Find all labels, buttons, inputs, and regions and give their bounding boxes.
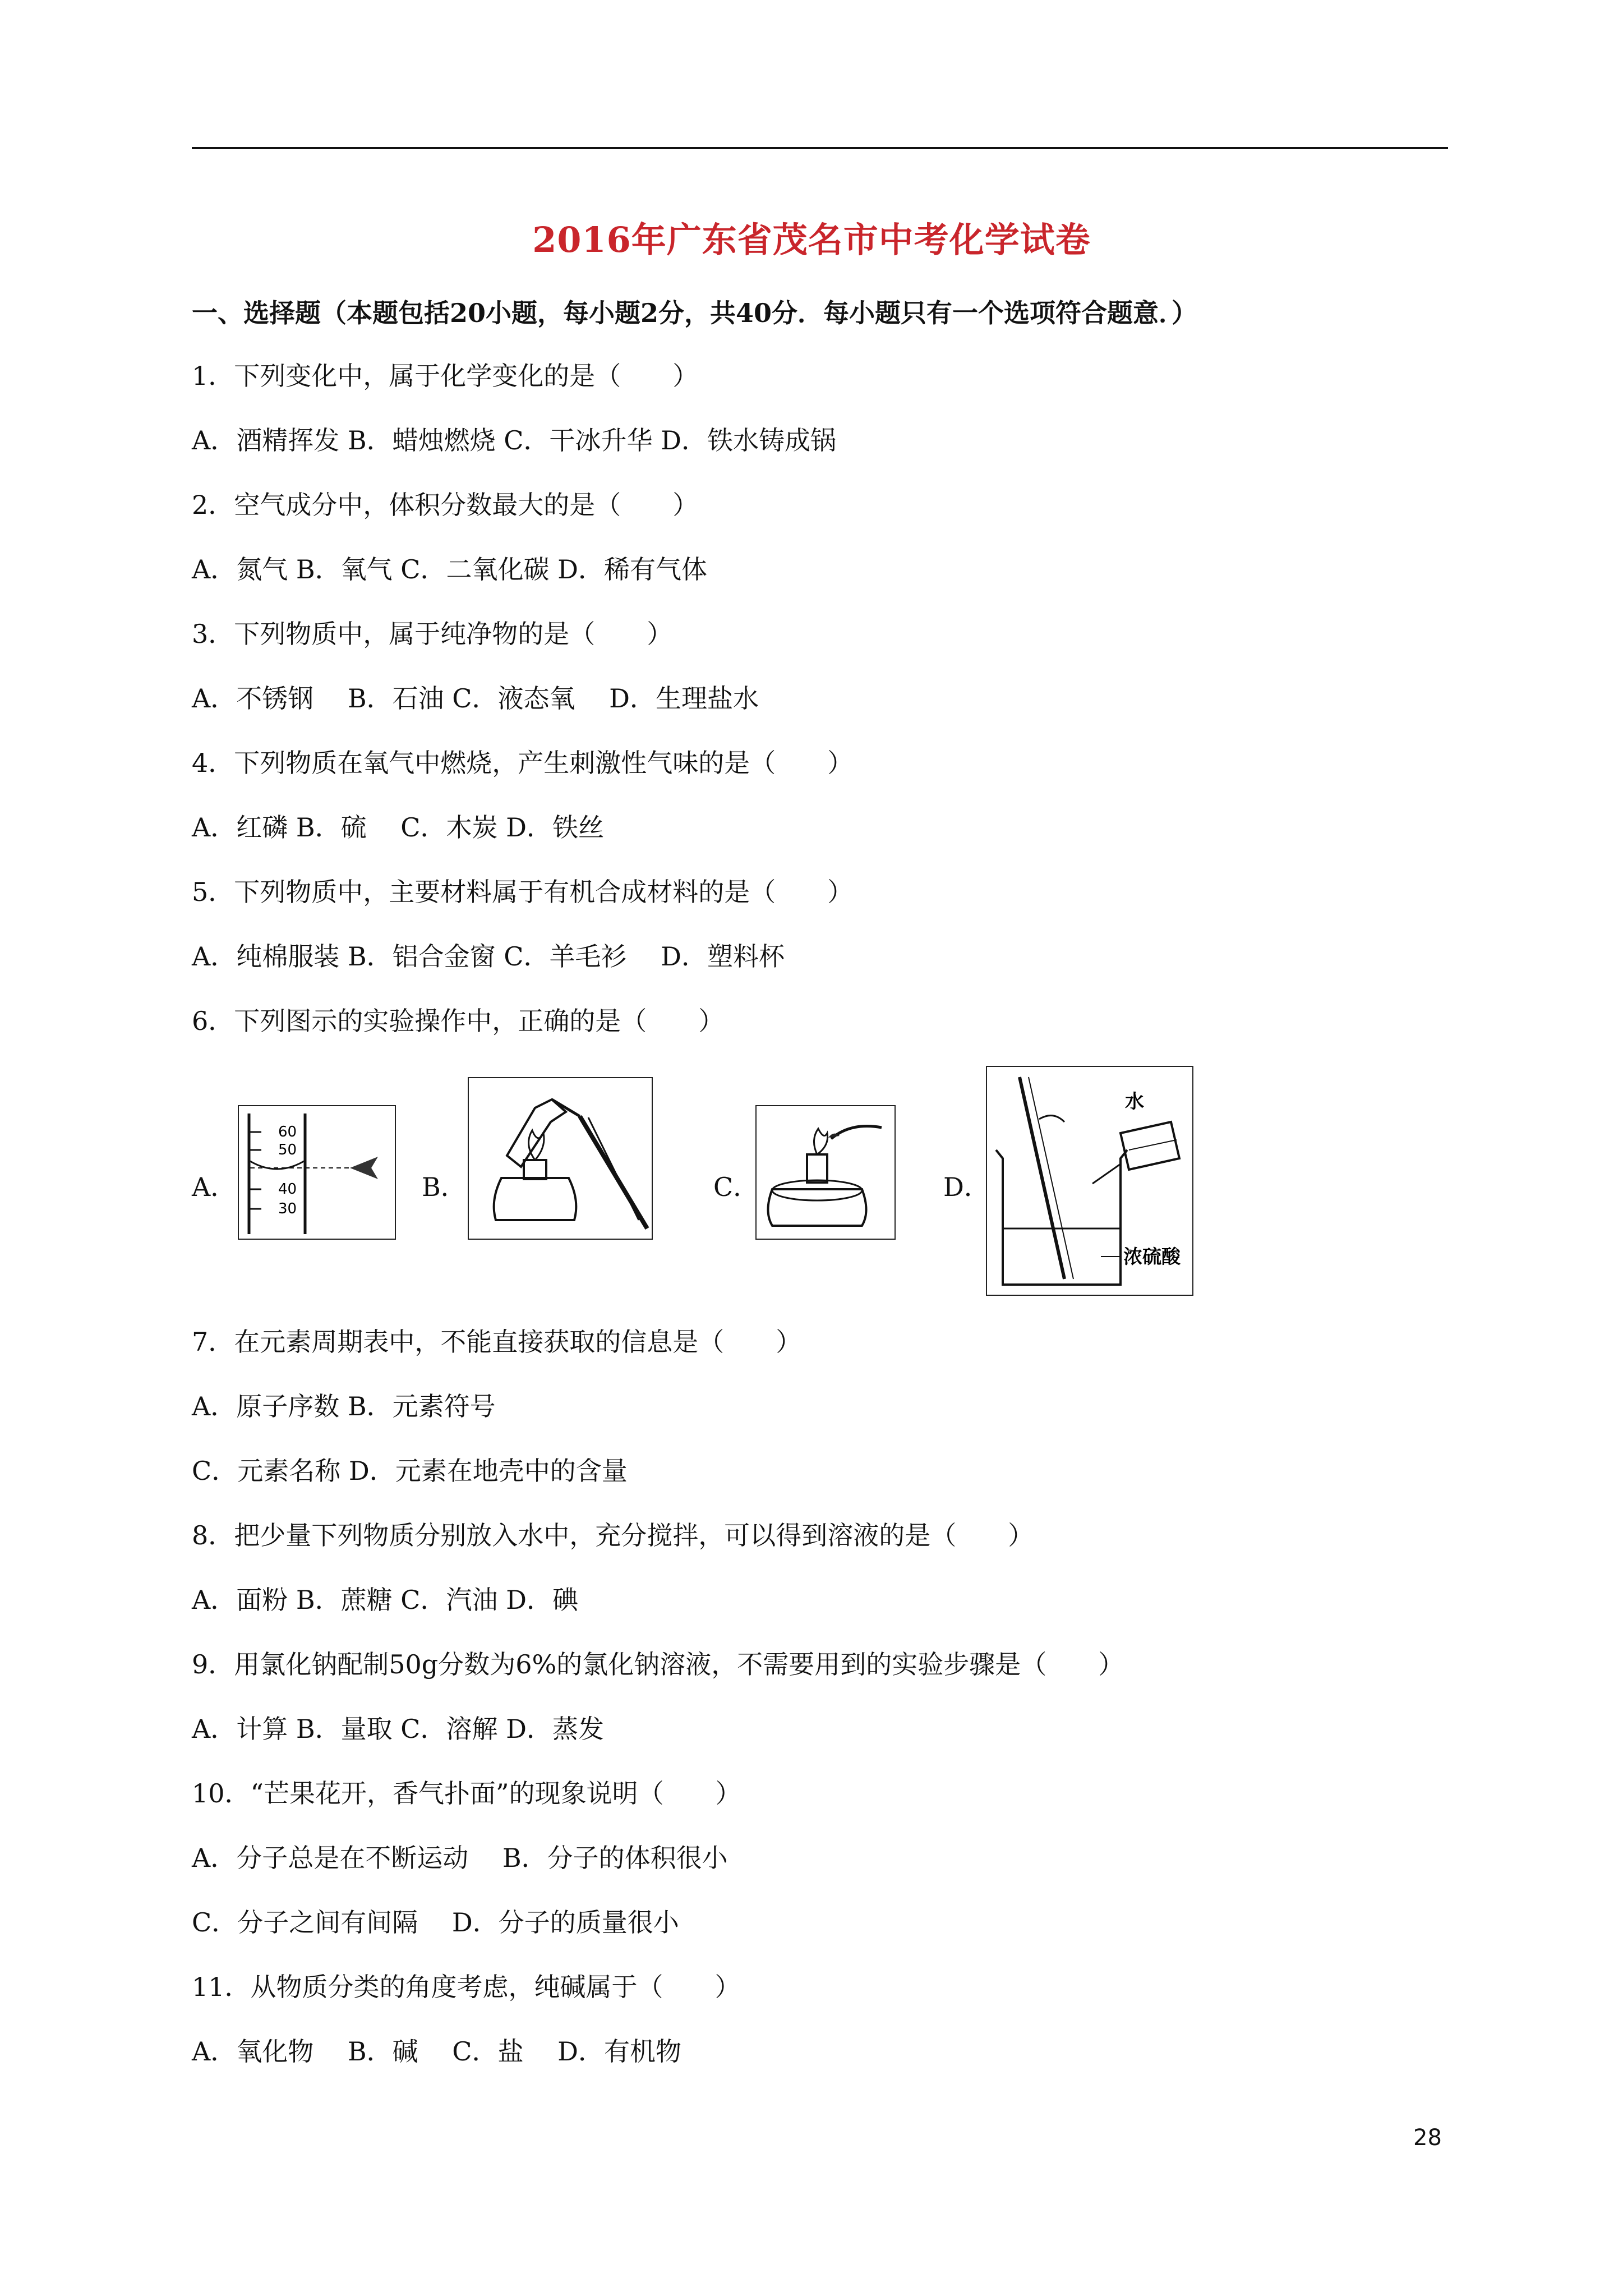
tick-label-50: 50 bbox=[278, 1142, 297, 1158]
cylinder-reading-figure bbox=[238, 1105, 396, 1240]
figure-label-a: A． bbox=[192, 1172, 237, 1202]
tick-label-30: 30 bbox=[278, 1200, 297, 1217]
options-5: A．纯棉服装 B．铝合金窗 C．羊毛衫 D．塑料杯 bbox=[192, 941, 785, 972]
options-4: A．红磷 B．硫 C．木炭 D．铁丝 bbox=[192, 812, 604, 843]
options-2: A．氮气 B．氧气 C．二氧化碳 D．稀有气体 bbox=[192, 554, 707, 585]
header-rule bbox=[192, 147, 1448, 149]
question-6: 6．下列图示的实验操作中，正确的是（ ） bbox=[192, 1006, 725, 1036]
figure-label-d: D． bbox=[943, 1172, 990, 1202]
dilution-figure bbox=[986, 1066, 1193, 1296]
options-3: A．不锈钢 B．石油 C．液态氧 D．生理盐水 bbox=[192, 683, 759, 714]
options-7a: A．原子序数 B．元素符号 bbox=[192, 1391, 496, 1421]
question-6-figures bbox=[192, 1066, 1201, 1307]
question-2: 2．空气成分中，体积分数最大的是（ ） bbox=[192, 490, 699, 520]
page-number: 28 bbox=[1413, 2125, 1442, 2151]
lighting-lamp-figure bbox=[755, 1105, 896, 1240]
eye-icon bbox=[350, 1157, 378, 1179]
acid-label: 浓硫酸 bbox=[1123, 1246, 1181, 1268]
tick-label-60: 60 bbox=[278, 1124, 297, 1140]
question-9: 9．用氯化钠配制50g分数为6%的氯化钠溶液，不需要用到的实验步骤是（ ） bbox=[192, 1649, 1124, 1680]
options-10a: A．分子总是在不断运动 B．分子的体积很小 bbox=[192, 1843, 728, 1873]
water-label: 水 bbox=[1125, 1091, 1144, 1113]
question-10: 10．“芒果花开，香气扑面”的现象说明（ ） bbox=[192, 1778, 741, 1809]
figure-label-c: C． bbox=[713, 1172, 759, 1202]
section-heading: 一、选择题（本题包括20小题，每小题2分，共40分．每小题只有一个选项符合题意．） bbox=[192, 298, 1198, 328]
question-3: 3．下列物质中，属于纯净物的是（ ） bbox=[192, 619, 673, 649]
options-11: A．氧化物 B．碱 C．盐 D．有机物 bbox=[192, 2036, 681, 2067]
options-9: A．计算 B．量取 C．溶解 D．蒸发 bbox=[192, 1714, 604, 1744]
options-1: A．酒精挥发 B．蜡烛燃烧 C．干冰升华 D．铁水铸成锅 bbox=[192, 425, 836, 455]
question-11: 11．从物质分类的角度考虑，纯碱属于（ ） bbox=[192, 1972, 741, 2002]
options-7b: C．元素名称 D．元素在地壳中的含量 bbox=[192, 1456, 628, 1486]
tick-label-40: 40 bbox=[278, 1181, 297, 1198]
question-8: 8．把少量下列物质分别放入水中，充分搅拌，可以得到溶液的是（ ） bbox=[192, 1520, 1034, 1550]
figure-label-b: B． bbox=[422, 1172, 467, 1202]
options-10b: C．分子之间有间隔 D．分子的质量很小 bbox=[192, 1907, 679, 1938]
question-4: 4．下列物质在氧气中燃烧，产生刺激性气味的是（ ） bbox=[192, 748, 854, 778]
heating-tube-figure bbox=[468, 1077, 653, 1240]
question-1: 1．下列变化中，属于化学变化的是（ ） bbox=[192, 361, 699, 391]
question-7: 7．在元素周期表中，不能直接获取的信息是（ ） bbox=[192, 1327, 802, 1357]
options-8: A．面粉 B．蔗糖 C．汽油 D．碘 bbox=[192, 1585, 578, 1615]
question-5: 5．下列物质中，主要材料属于有机合成材料的是（ ） bbox=[192, 877, 854, 907]
page-title: 2016年广东省茂名市中考化学试卷 bbox=[532, 219, 1091, 260]
